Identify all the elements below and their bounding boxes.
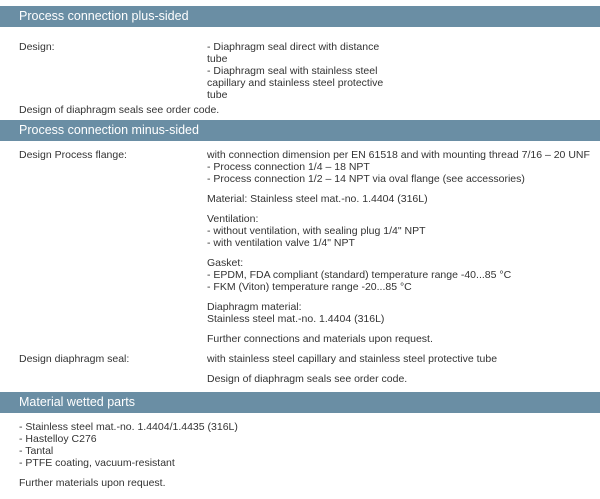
- flange-line: with connection dimension per EN 61518 and with mounting thread 7/16 – 20 UNF: [207, 149, 590, 161]
- process-flange-value: [207, 149, 600, 345]
- further-connections-text: Further connections and materials upon request.: [207, 333, 433, 345]
- section-header-minus-sided: Process connection minus-sided: [0, 120, 600, 141]
- material-item: - PTFE coating, vacuum-resistant: [19, 457, 175, 469]
- ventilation-line: Ventilation:: [207, 213, 259, 225]
- section-minus-sided: [0, 120, 600, 385]
- design-label: Design:: [19, 41, 55, 53]
- material-list: [0, 421, 600, 469]
- diaphragm-material-line: Diaphragm material:: [207, 301, 302, 313]
- diaphragm-seal-note: Design of diaphragm seals see order code.: [19, 104, 220, 116]
- ventilation-line: - without ventilation, with sealing plug 1/4" NPT: [207, 225, 426, 237]
- section-header-material-wetted: Material wetted parts: [0, 392, 600, 413]
- diaphragm-seal-value: [207, 353, 600, 385]
- material-item: - Hastelloy C276: [19, 433, 97, 445]
- flange-line: - Process connection 1/4 – 18 NPT: [207, 161, 370, 173]
- design-line: tube: [207, 53, 228, 65]
- diaphragm-seal-label: Design diaphragm seal:: [19, 353, 130, 365]
- design-value: [207, 41, 600, 101]
- design-line: - Diaphragm seal direct with distance: [207, 41, 380, 53]
- process-flange-label: Design Process flange:: [19, 149, 127, 161]
- gasket-line: Gasket:: [207, 257, 244, 269]
- design-line: capillary and stainless steel protective: [207, 77, 384, 89]
- gasket-line: - FKM (Viton) temperature range -20...85 °C: [207, 281, 412, 293]
- material-text: Material: Stainless steel mat.-no. 1.4404 (316L): [207, 193, 428, 205]
- section-material-wetted: [0, 392, 600, 489]
- design-row: [0, 41, 600, 101]
- gasket-line: - EPDM, FDA compliant (standard) temperature range -40...85 °C: [207, 269, 512, 281]
- diaphragm-material-line: Stainless steel mat.-no. 1.4404 (316L): [207, 313, 385, 325]
- further-materials-note: Further materials upon request.: [19, 477, 166, 489]
- diaphragm-seal-text: with stainless steel capillary and stainless steel protective tube: [207, 353, 498, 365]
- flange-line: - Process connection 1/2 – 14 NPT via oval flange (see accessories): [207, 173, 525, 185]
- section-header-plus-sided: Process connection plus-sided: [0, 6, 600, 27]
- material-item: - Stainless steel mat.-no. 1.4404/1.4435 (316L): [19, 421, 238, 433]
- diaphragm-seal-note: Design of diaphragm seals see order code.: [207, 373, 408, 385]
- design-line: - Diaphragm seal with stainless steel: [207, 65, 378, 77]
- material-item: - Tantal: [19, 445, 54, 457]
- ventilation-line: - with ventilation valve 1/4" NPT: [207, 237, 355, 249]
- diaphragm-seal-row: [0, 353, 600, 385]
- process-flange-row: [0, 149, 600, 345]
- section-plus-sided: [0, 6, 600, 116]
- design-line: tube: [207, 89, 228, 101]
